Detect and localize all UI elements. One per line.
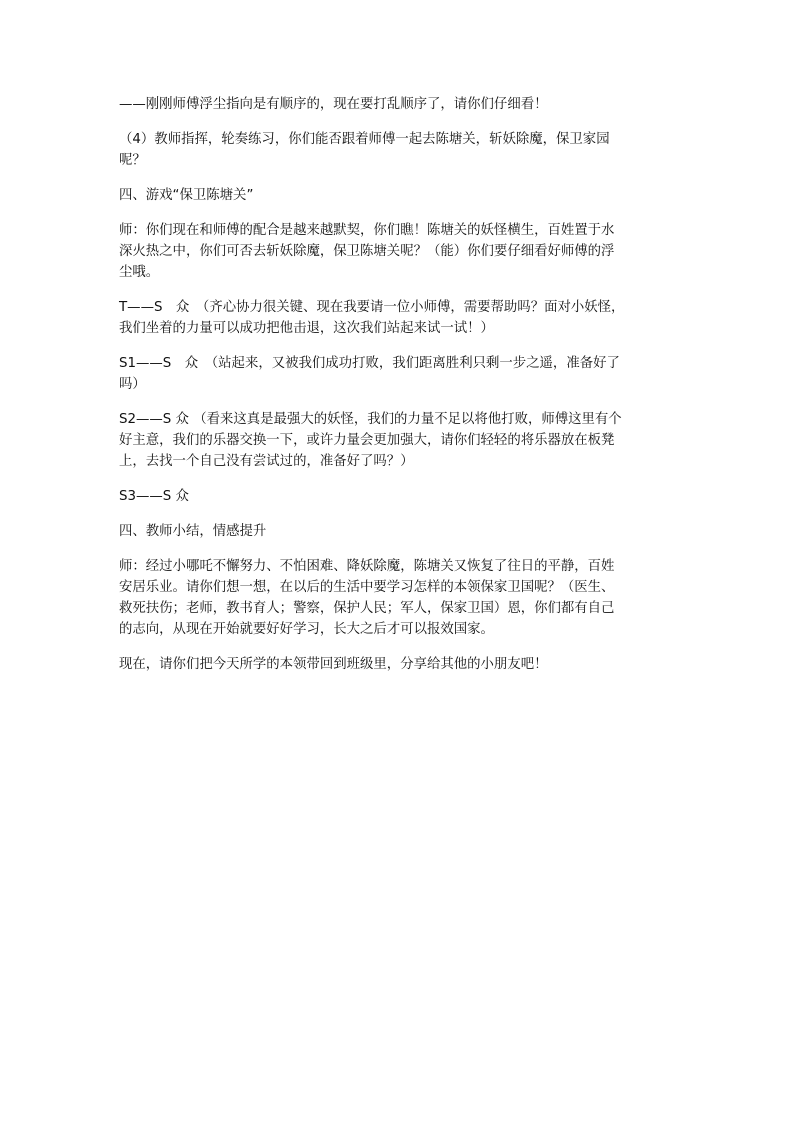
text-line: 我们坐着的力量可以成功把他击退，这次我们站起来试一试！）: [119, 321, 494, 336]
section-heading-game: [119, 185, 685, 206]
paragraph-closing: [119, 654, 685, 675]
text-line: 吗）: [119, 377, 146, 392]
section-heading-summary: [119, 521, 685, 542]
text-line: 救死扶伤；老师，教书育人；警察，保护人民；军人，保家卫国）恩，你们都有自己: [119, 601, 615, 616]
text-line: ——刚刚师傅浮尘指向是有顺序的，现在要打乱顺序了，请你们仔细看！: [119, 97, 548, 112]
text-line: T——S 众 （齐心协力很关键、现在我要请一位小师傅，需要帮助吗？面对小妖怪，: [119, 300, 625, 315]
paragraph-teacher-summary: [119, 556, 685, 640]
text-line: 师：经过小哪吒不懈努力、不怕困难、降妖除魔，陈塘关又恢复了往日的平静，百姓: [119, 559, 615, 574]
text-line: 尘哦。: [119, 265, 160, 280]
text-line: 呢？: [119, 153, 146, 168]
paragraph-round-t: [119, 297, 685, 339]
text-line: 四、游戏“保卫陈塘关”: [119, 188, 254, 203]
paragraph-step-4: [119, 129, 685, 171]
text-line: 深火热之中，你们可否去斩妖除魔，保卫陈塘关呢？（能）你们要仔细看好师傅的浮: [119, 244, 615, 259]
text-line: （4）教师指挥，轮奏练习，你们能否跟着师傅一起去陈塘关，斩妖除魔，保卫家园: [119, 132, 610, 147]
text-line: 上，去找一个自己没有尝试过的，准备好了吗？）: [119, 454, 414, 469]
text-line: 四、教师小结，情感提升: [119, 524, 267, 539]
text-line: S3——S 众: [119, 489, 189, 504]
paragraph-round-s1: [119, 353, 685, 395]
paragraph-teacher-intro: [119, 220, 685, 283]
text-line: 现在，请你们把今天所学的本领带回到班级里，分享给其他的小朋友吧！: [119, 657, 548, 672]
paragraph-instruction-shuffle: [119, 94, 685, 115]
text-line: 的志向，从现在开始就要好好学习，长大之后才可以报效国家。: [119, 622, 494, 637]
text-line: 好主意，我们的乐器交换一下，或许力量会更加强大，请你们轻轻的将乐器放在板凳: [119, 433, 615, 448]
text-line: S1——S 众 （站起来，又被我们成功打败，我们距离胜利只剩一步之遥，准备好了: [119, 356, 620, 371]
text-line: 师：你们现在和师傅的配合是越来越默契，你们瞧！陈塘关的妖怪横生，百姓置于水: [119, 223, 615, 238]
paragraph-round-s2: [119, 409, 685, 472]
document-body: [119, 94, 685, 689]
text-line: S2——S 众 （看来这真是最强大的妖怪，我们的力量不足以将他打败，师傅这里有个: [119, 412, 622, 427]
text-line: 安居乐业。请你们想一想，在以后的生活中要学习怎样的本领保家卫国呢？（医生、: [119, 580, 615, 595]
paragraph-round-s3: [119, 486, 685, 507]
